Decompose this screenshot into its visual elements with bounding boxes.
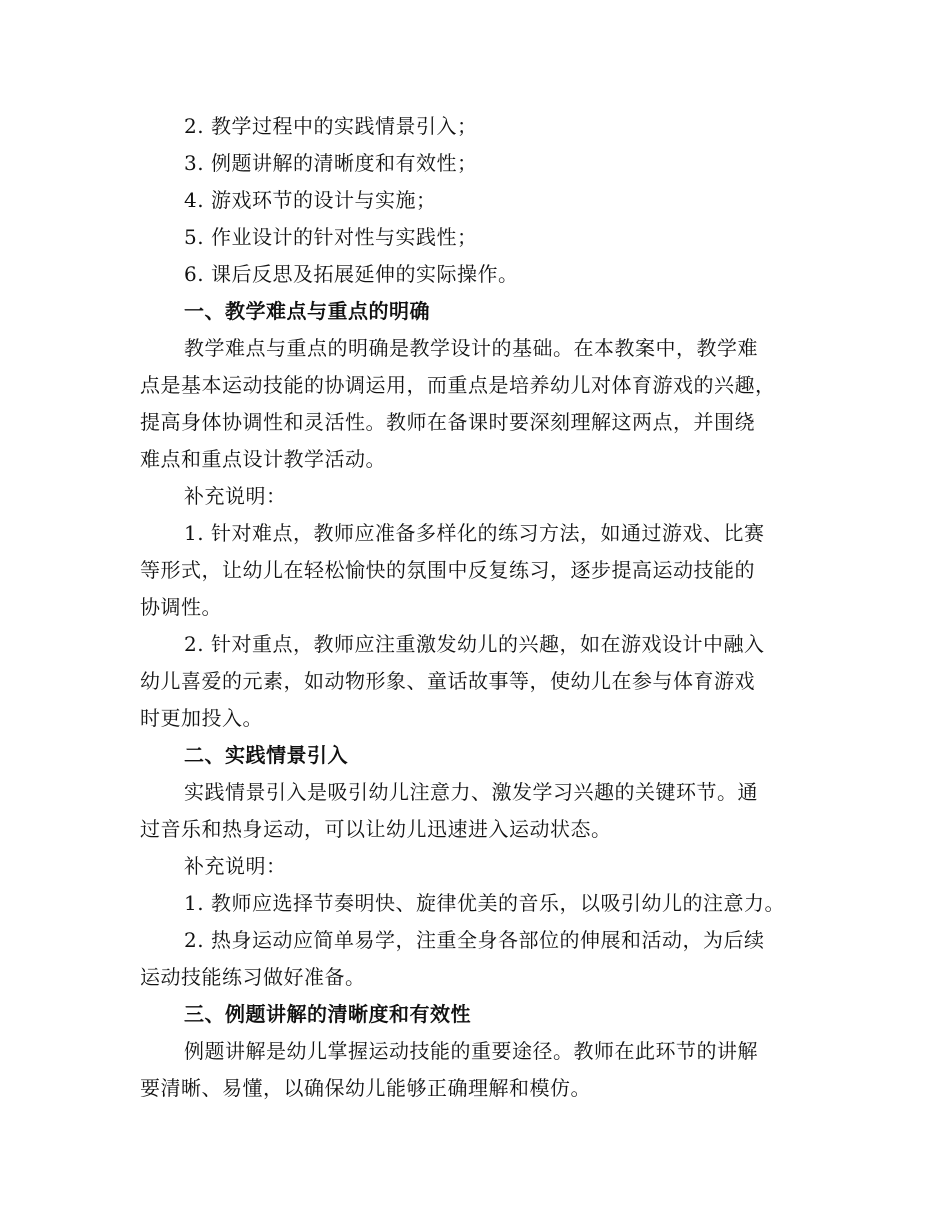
list-item: 2. 教学过程中的实践情景引入； bbox=[184, 114, 478, 138]
paragraph-line: 例题讲解是幼儿掌握运动技能的重要途径。教师在此环节的讲解 bbox=[184, 1039, 758, 1063]
paragraph-line: 教学难点与重点的明确是教学设计的基础。在本教案中，教学难 bbox=[184, 336, 758, 360]
supplement-item bbox=[140, 885, 820, 922]
list-item: 3. 例题讲解的清晰度和有效性； bbox=[184, 151, 478, 175]
paragraph-line: 运动技能练习做好准备。 bbox=[140, 965, 366, 989]
section-heading: 三、例题讲解的清晰度和有效性 bbox=[184, 1002, 471, 1026]
section-3 bbox=[140, 996, 820, 1107]
list-item: 5. 作业设计的针对性与实践性； bbox=[184, 225, 478, 249]
supplement-item bbox=[140, 922, 820, 996]
paragraph-line: 协调性。 bbox=[140, 595, 222, 619]
paragraph-line: 点是基本运动技能的协调运用，而重点是培养幼儿对体育游戏的兴趣， bbox=[140, 373, 776, 397]
intro-list bbox=[140, 108, 820, 293]
list-item: 6. 课后反思及拓展延伸的实际操作。 bbox=[184, 262, 519, 286]
section-paragraph bbox=[140, 330, 820, 478]
supplement-label: 补充说明： bbox=[184, 854, 287, 878]
paragraph-line: 1. 针对难点，教师应准备多样化的练习方法，如通过游戏、比赛 bbox=[184, 521, 765, 545]
paragraph-line: 难点和重点设计教学活动。 bbox=[140, 447, 386, 471]
supplement-label: 补充说明： bbox=[184, 484, 287, 508]
section-paragraph bbox=[140, 774, 820, 848]
section-1 bbox=[140, 293, 820, 737]
supplement-item bbox=[140, 515, 820, 626]
section-heading: 一、教学难点与重点的明确 bbox=[184, 299, 430, 323]
paragraph-line: 时更加投入。 bbox=[140, 706, 263, 730]
paragraph-line: 2. 针对重点，教师应注重激发幼儿的兴趣，如在游戏设计中融入 bbox=[184, 632, 765, 656]
paragraph-line: 2. 热身运动应简单易学，注重全身各部位的伸展和活动，为后续 bbox=[184, 928, 765, 952]
list-item: 4. 游戏环节的设计与实施； bbox=[184, 188, 437, 212]
section-heading: 二、实践情景引入 bbox=[184, 743, 348, 767]
supplement-item bbox=[140, 626, 820, 737]
paragraph-line: 幼儿喜爱的元素，如动物形象、童话故事等，使幼儿在参与体育游戏 bbox=[140, 669, 755, 693]
section-paragraph bbox=[140, 1033, 820, 1107]
section-2 bbox=[140, 737, 820, 996]
paragraph-line: 过音乐和热身运动，可以让幼儿迅速进入运动状态。 bbox=[140, 817, 612, 841]
document-body bbox=[140, 108, 820, 1107]
paragraph-line: 要清晰、易懂，以确保幼儿能够正确理解和模仿。 bbox=[140, 1076, 591, 1100]
paragraph-line: 1. 教师应选择节奏明快、旋律优美的音乐，以吸引幼儿的注意力。 bbox=[184, 891, 785, 915]
paragraph-line: 提高身体协调性和灵活性。教师在备课时要深刻理解这两点，并围绕 bbox=[140, 410, 755, 434]
paragraph-line: 等形式，让幼儿在轻松愉快的氛围中反复练习，逐步提高运动技能的 bbox=[140, 558, 755, 582]
paragraph-line: 实践情景引入是吸引幼儿注意力、激发学习兴趣的关键环节。通 bbox=[184, 780, 758, 804]
